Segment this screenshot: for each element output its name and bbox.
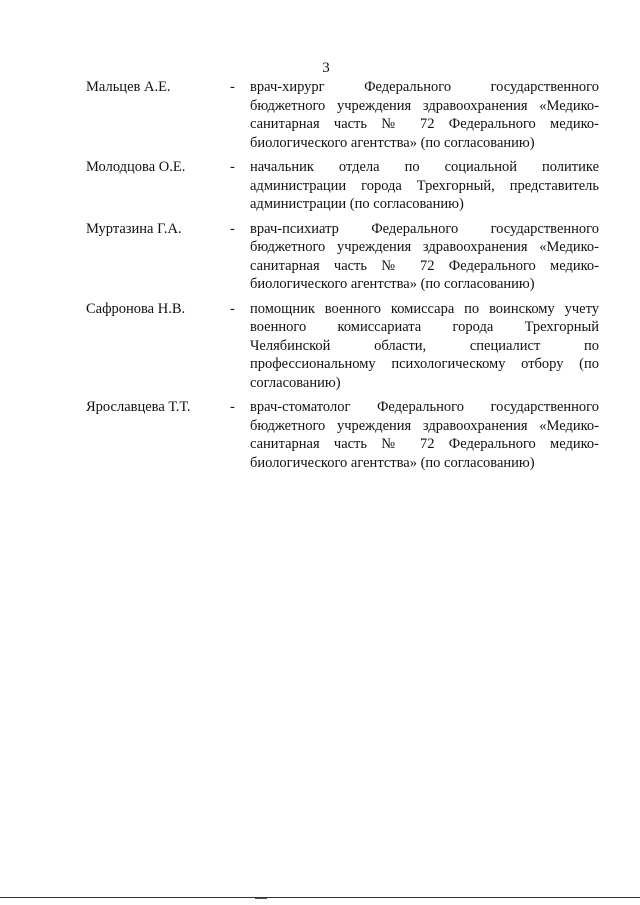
page-bottom-border [0, 897, 640, 898]
member-entry [86, 78, 606, 152]
scan-artifact-mark [255, 898, 267, 899]
member-dash: - [230, 300, 235, 317]
member-position: начальник отдела по социальной политике администрации города Трехгорный, представитель администрации (по согласованию) [250, 159, 599, 212]
member-position: помощник военного комиссара по воинскому учету военного комиссариата города Трехгорный Челябинской области, специалист по профессиональному психологическому отбору (по согласованию) [250, 300, 599, 391]
member-dash: - [230, 220, 235, 237]
member-entry [86, 220, 606, 294]
member-name: Молодцова О.Е. [86, 159, 186, 175]
member-entry [86, 398, 606, 472]
member-entry [86, 300, 606, 393]
member-position: врач-хирург Федерального государственного бюджетного учреждения здравоохранения «Медико-санитарная часть № 72 Федерального медико-биологического агентства» (по согласованию) [250, 79, 599, 151]
member-name: Ярославцева Т.Т. [86, 399, 191, 415]
member-name: Сафронова Н.В. [86, 300, 186, 317]
page-number: 3 [322, 60, 330, 76]
member-entry [86, 158, 606, 214]
member-dash: - [230, 159, 235, 175]
member-list [86, 78, 606, 478]
member-position: врач-психиатр Федерального государственного бюджетного учреждения здравоохранения «Медико-санитарная часть № 72 Федерального медико-биологического агентства» (по согласованию) [250, 220, 599, 292]
member-position: врач-стоматолог Федерального государственного бюджетного учреждения здравоохранения «Медико-санитарная часть № 72 Федерального медико-биологического агентства» (по согласованию) [250, 399, 599, 471]
member-dash: - [230, 79, 235, 95]
member-name: Мальцев А.Е. [86, 79, 171, 95]
member-dash: - [230, 399, 235, 415]
member-name: Муртазина Г.А. [86, 220, 182, 237]
